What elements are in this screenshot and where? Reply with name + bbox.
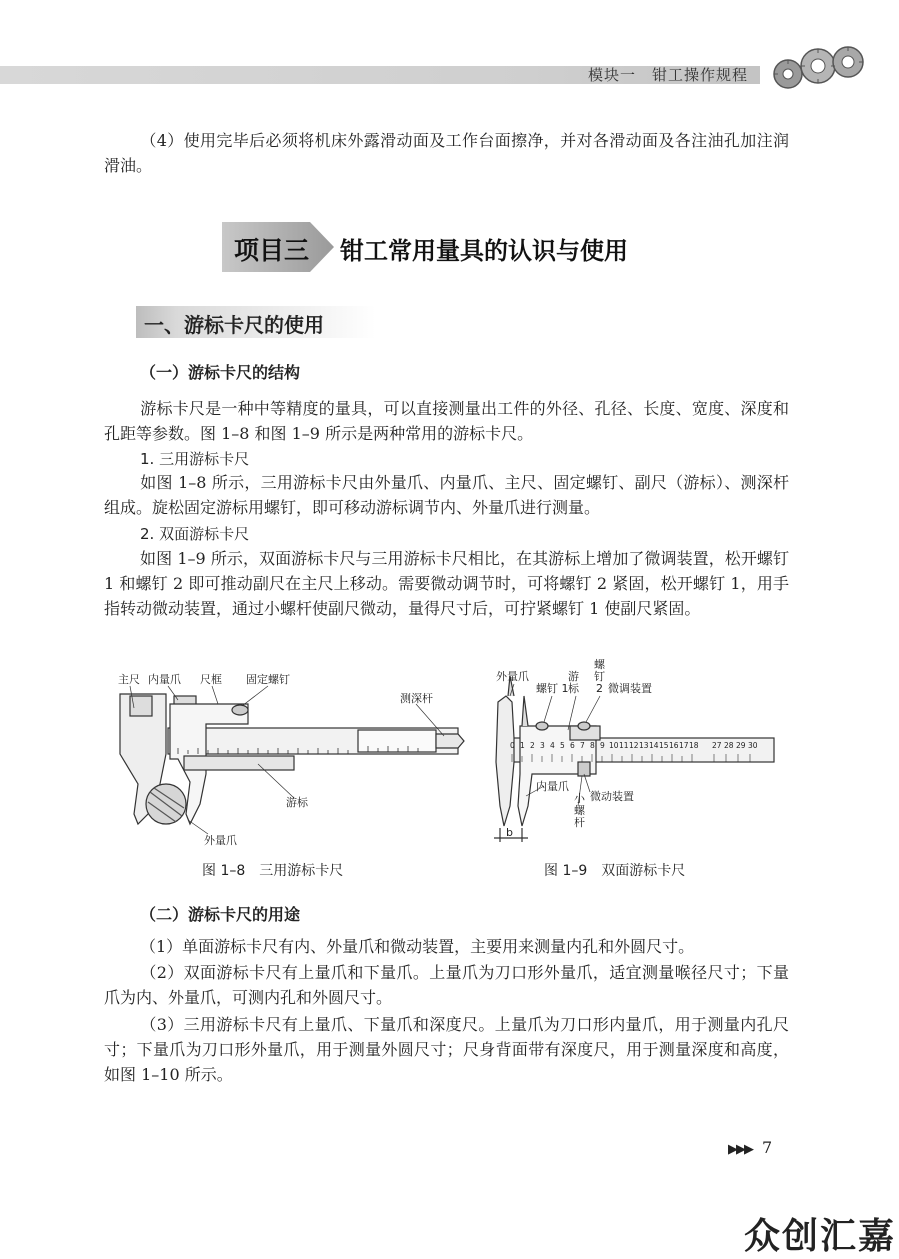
fig9-label-fine-adjust: 微调装置 [608,682,652,695]
svg-text:7: 7 [580,741,585,750]
fig9-label-b: b [506,826,513,839]
uses-paragraph-2: （2）双面游标卡尺有上量爪和下量爪。上量爪为刀口形外量爪，适宜测量喉径尺寸；下量爪为内、外量爪，可测内孔和外圆尺寸。 [104,963,789,1007]
fig9-label-screw2-a: 螺 [594,658,605,671]
fig9-label-small-screw-a: 小 [574,792,585,805]
fig9-label-inner-jaw: 内量爪 [536,780,569,793]
svg-text:9: 9 [600,741,605,750]
fig9-label-vernier-b: 标 [568,682,579,695]
svg-text:15: 15 [659,741,669,750]
project-banner [222,222,672,272]
svg-text:14: 14 [649,741,659,750]
svg-text:0: 0 [510,741,515,750]
svg-text:13: 13 [639,741,649,750]
fig9-label-screw1: 螺钉 1 [536,682,569,695]
item2-title: 2. 双面游标卡尺 [140,525,250,543]
svg-text:6: 6 [570,741,575,750]
fig9-label-vernier-a: 游 [568,670,579,683]
svg-text:3: 3 [540,741,545,750]
page-number: ▶▶▶ 7 [728,1138,773,1157]
triple-arrow-icon: ▶▶▶ [728,1142,752,1157]
structure-paragraph: 游标卡尺是一种中等精度的量具，可以直接测量出工件的外径、孔径、长度、宽度、深度和孔距等参数。图 1–8 和图 1–9 所示是两种常用的游标卡尺。 [104,399,789,443]
fig9-label-small-screw-c: 杆 [574,816,585,829]
svg-text:17: 17 [679,741,689,750]
svg-text:1: 1 [520,741,525,750]
fig8-label-outer-jaw: 外量爪 [204,834,237,847]
fig8-label-frame: 尺框 [200,673,222,686]
svg-text:30: 30 [748,741,758,750]
item1-title: 1. 三用游标卡尺 [140,450,250,468]
section-title: 一、游标卡尺的使用 [136,306,376,338]
running-header: 模块一 钳工操作规程 [588,66,749,84]
uses-paragraph-3: （3）三用游标卡尺有上量爪、下量爪和深度尺。上量爪为刀口形内量爪，用于测量内孔尺寸；下量爪为刀口形外量爪，用于测量外圆尺寸；尺身背面带有深度尺，用于测量深度和高度，如图 1–10 所示。 [104,1015,789,1084]
svg-text:8: 8 [590,741,595,750]
project-label: 项目三 [234,236,310,265]
svg-text:2: 2 [530,741,535,750]
fig9-label-fine-device: 微动装置 [590,790,634,803]
intro-paragraph: （4）使用完毕后必须将机床外露滑动面及工作台面擦净，并对各滑动面及各注油孔加注润滑油。 [104,131,789,175]
fig9-label-outer-jaw: 外量爪 [496,670,529,683]
figure-1-8-caption: 图 1–8 三用游标卡尺 [202,863,344,879]
project-title: 钳工常用量具的认识与使用 [340,237,628,265]
fig8-label-fixed-screw: 固定螺钉 [246,673,290,686]
figure-1-9-double-caliper [484,656,784,856]
fig9-label-screw2-b: 钉 [594,670,605,683]
fig9-label-screw2-c: 2 [596,682,603,695]
subsection-title-uses: （二）游标卡尺的用途 [140,905,301,924]
fig9-label-small-screw-b: 螺 [574,804,585,817]
uses-paragraph-1: （1）单面游标卡尺有内、外量爪和微动装置，主要用来测量内孔和外圆尺寸。 [140,937,695,956]
svg-text:18: 18 [689,741,699,750]
svg-text:11: 11 [619,741,629,750]
svg-text:29: 29 [736,741,746,750]
svg-text:27: 27 [712,741,722,750]
svg-text:16: 16 [669,741,679,750]
fig8-label-main-ruler: 主尺 [118,673,140,686]
svg-text:5: 5 [560,741,565,750]
svg-text:4: 4 [550,741,555,750]
gears-logo [766,44,866,100]
svg-text:28: 28 [724,741,734,750]
subsection-title-structure: （一）游标卡尺的结构 [140,363,301,382]
figure-1-9-caption: 图 1–9 双面游标卡尺 [544,863,686,879]
svg-text:12: 12 [629,741,639,750]
figure-1-8-three-use-caliper [108,664,468,850]
item1-paragraph: 如图 1–8 所示，三用游标卡尺由外量爪、内量爪、主尺、固定螺钉、副尺（游标）、测深杆组成。旋松固定游标用螺钉，即可移动游标调节内、外量爪进行测量。 [104,473,789,517]
svg-text:10: 10 [609,741,619,750]
item2-paragraph: 如图 1–9 所示，双面游标卡尺与三用游标卡尺相比，在其游标上增加了微调装置，松开螺钉 1 和螺钉 2 即可推动副尺在主尺上移动。需要微动调节时，可将螺钉 2 紧固，松开螺钉 1，用手指转动微动装置，通过小螺杆使副尺微动，量得尺寸后，可拧紧螺钉 1 使副尺紧固。 [104,549,789,618]
fig8-label-depth-rod: 测深杆 [400,692,433,705]
fig8-label-inner-jaw: 内量爪 [148,673,181,686]
fig8-label-vernier: 游标 [286,796,308,809]
watermark: 众创汇嘉 [744,1216,897,1257]
